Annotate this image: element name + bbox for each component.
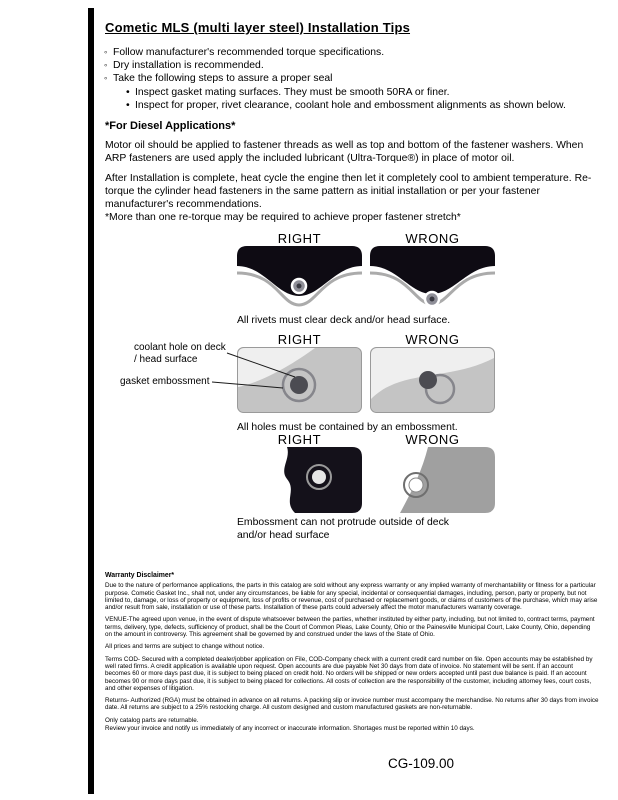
right-header-row1: RIGHT (277, 231, 322, 246)
disclaimer-heading: Warranty Disclaimer* (105, 572, 175, 579)
embossment-right-diagram-icon (237, 347, 362, 413)
rivet-clearance-right-image (237, 246, 362, 312)
rivet-clearance-wrong-image (370, 246, 495, 312)
disclaimer-paragraph: VENUE-The agreed upon venue, in the event of dispute whatsoever between the parties, whether instituted by either party, including, but not limited to, contract terms, payment terms, delivery, type, defects, sufficiency of product, shall be the Court of Common Pleas, Lake County, Ohio or the Painesville Municipal Court, Lake County, Ohio, depending on the amount in controversy. This agreement shall be governed by and construed under the laws of the State of Ohio. (105, 616, 595, 639)
tip-text: Inspect gasket mating surfaces. They must be smooth 50RA or finer. (135, 86, 450, 98)
tip-sub-item (126, 99, 606, 112)
caption-holes: All holes must be contained by an embossment. (237, 422, 458, 433)
rivet-right-diagram-icon (237, 246, 362, 312)
tip-item (104, 72, 606, 85)
gasket-embossment-callout: gasket embossment (120, 376, 210, 387)
embossment-containment-wrong-image (370, 347, 495, 413)
embossment-wrong-diagram-icon (370, 347, 495, 413)
caption-embossment: Embossment can not protrude outside of deck and/or head surface (237, 517, 449, 541)
diesel-paragraph-oil: Motor oil should be applied to fastener threads as well as top and bottom of the fastener washers. When ARP fasteners are used apply the included lubricant (Ultra-Torque®) in place of motor oil. (105, 140, 584, 165)
left-margin-rule (88, 8, 94, 794)
tip-text: Inspect for proper, rivet clearance, coolant hole and embossment alignments as shown below. (135, 99, 566, 111)
installation-tips-list (104, 46, 606, 112)
disclaimer-paragraph: Returns- Authorized (RGA) must be obtained in advance on all returns. A packing slip or invoice number must accompany the merchandise. No returns after 30 days from invoice date. All returns are subject to a 25% restocking charge. All custom designed and custom manufactured gaskets are non-returnable. (105, 697, 599, 712)
warranty-disclaimer (105, 572, 599, 737)
tip-item (104, 59, 606, 72)
rivet-wrong-diagram-icon (370, 246, 495, 312)
wrong-header-row2: WRONG (405, 332, 460, 347)
tip-text: Take the following steps to assure a proper seal (113, 73, 333, 85)
embossment-containment-right-image (237, 347, 362, 413)
disclaimer-paragraph: Review your invoice and notify us immediately of any incorrect or inaccurate information. Shortages must be reported within 10 days. (105, 725, 475, 733)
protrusion-right-image (237, 447, 362, 513)
disclaimer-paragraph: Due to the nature of performance applications, the parts in this catalog are sold without any express warranty or any implied warranty of merchantability or fitness for a particular purpose. Cometic Gasket Inc., shall not, under any circumstances, be liable for any special, incidental or consequential damages, including, person, party or property, but not limited to, damage, or loss of property or equipment, loss of profits or revenue, cost of purchased or replacement goods, or claims of customers of the purchase, which may arise and/or result from sale, installation or use of these parts. Installation of these parts could adversely affect the motor manufacturers warranty coverage. (105, 582, 598, 612)
protrusion-wrong-image (370, 447, 495, 513)
tip-text: Follow manufacturer's recommended torque specifications. (113, 47, 385, 58)
coolant-hole-callout: coolant hole on deck / head surface (134, 342, 226, 365)
protrusion-wrong-diagram-icon (370, 447, 495, 513)
disclaimer-paragraph: Terms COD- Secured with a completed dealer/jobber application on File, COD-Company check with a current credit card number on file. Open accounts may be established by well rated firms. A credit application is available upon request. Open accounts are due payable Net 30 days from date of invoice. No statement will be sent. If an account becomes 60 or more days past due, it is subject to being placed on credit hold. No orders will be shipped or new orders accepted until past due balance is paid. If an account becomes 90 or more days past due, it is subject to being placed for collections. All costs of collection are the responsibility of the customer, including attorney fees, court costs, and other expenses of litigation. (105, 655, 593, 692)
diesel-applications-heading: *For Diesel Applications* (105, 120, 236, 132)
caption-rivets: All rivets must clear deck and/or head surface. (237, 315, 451, 326)
wrong-header-row3: WRONG (405, 432, 460, 447)
page-title: Cometic MLS (multi layer steel) Installation Tips (105, 20, 411, 35)
tip-text: Dry installation is recommended. (113, 60, 264, 72)
diesel-paragraph-retorque: After Installation is complete, heat cycle the engine then let it completely cool to ambient temperature. Re-torque the cylinder head fasteners in the same pattern as initial installation or per your fastener manufacturer's recommendations. (105, 173, 592, 211)
tip-item (104, 46, 606, 59)
disclaimer-paragraph: All prices and terms are subject to change without notice. (105, 643, 265, 651)
page-code: CG-109.00 (388, 756, 455, 771)
protrusion-right-diagram-icon (237, 447, 362, 513)
wrong-header-row1: WRONG (405, 231, 460, 246)
disclaimer-paragraph: Only catalog parts are returnable. (105, 716, 199, 724)
right-header-row3: RIGHT (277, 432, 322, 447)
retorque-note: *More than one re-torque may be required to achieve proper fastener stretch* (105, 212, 461, 223)
right-header-row2: RIGHT (277, 332, 322, 347)
tip-sub-item (126, 86, 606, 99)
